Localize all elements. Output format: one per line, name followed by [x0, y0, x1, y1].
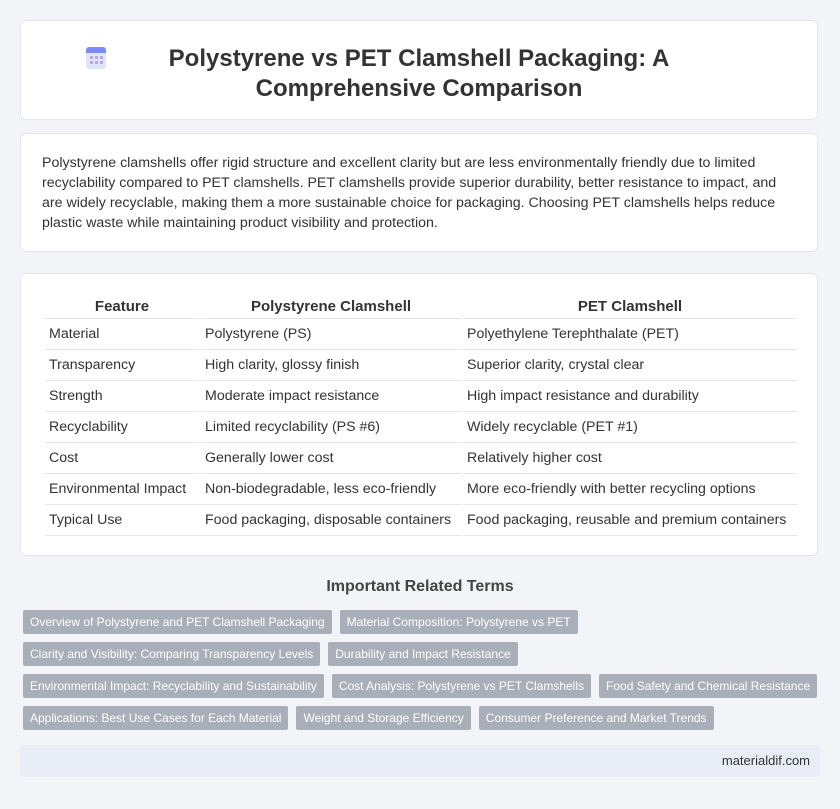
pet-cell: High impact resistance and durability — [463, 381, 797, 412]
comparison-table — [43, 296, 799, 536]
polystyrene-cell: Food packaging, disposable containers — [201, 505, 461, 536]
table-row — [45, 474, 797, 505]
feature-cell: Transparency — [45, 350, 199, 381]
related-terms-list — [23, 610, 819, 730]
summary-text: Polystyrene clamshells offer rigid structure and excellent clarity but are less environmentally friendly due to limited recyclability compared to PET clamshells. PET clamshells provide superior durability, better resistance to impact, and are widely recyclable, making them a more sustainable choice for packaging. Choosing PET clamshells helps reduce plastic waste while maintaining product visibility and protection. — [42, 155, 777, 231]
summary-card — [20, 133, 818, 252]
table-row — [45, 443, 797, 474]
related-term-tag[interactable]: Applications: Best Use Cases for Each Material — [23, 706, 288, 730]
pet-cell: Food packaging, reusable and premium containers — [463, 505, 797, 536]
table-row — [45, 350, 797, 381]
comparison-table-card — [20, 273, 818, 556]
column-header-polystyrene: Polystyrene Clamshell — [201, 296, 461, 319]
pet-cell: Widely recyclable (PET #1) — [463, 412, 797, 443]
related-term-tag[interactable]: Food Safety and Chemical Resistance — [599, 674, 817, 698]
feature-cell: Environmental Impact — [45, 474, 199, 505]
footer-site-link[interactable]: materialdif.com — [721, 753, 810, 768]
feature-cell: Recyclability — [45, 412, 199, 443]
page-title: Polystyrene vs PET Clamshell Packaging: A Comprehensive Comparison — [168, 45, 670, 102]
related-term-tag[interactable]: Overview of Polystyrene and PET Clamshell Packaging — [23, 610, 332, 634]
feature-cell: Material — [45, 319, 199, 350]
related-term-tag[interactable]: Clarity and Visibility: Comparing Transparency Levels — [23, 642, 320, 666]
table-row — [45, 381, 797, 412]
related-term-tag[interactable]: Weight and Storage Efficiency — [296, 706, 470, 730]
related-term-tag[interactable]: Consumer Preference and Market Trends — [479, 706, 714, 730]
polystyrene-cell: Moderate impact resistance — [201, 381, 461, 412]
column-header-feature: Feature — [45, 296, 199, 319]
related-term-tag[interactable]: Durability and Impact Resistance — [328, 642, 517, 666]
related-term-tag[interactable]: Environmental Impact: Recyclability and Sustainability — [23, 674, 324, 698]
related-term-tag[interactable]: Material Composition: Polystyrene vs PET — [340, 610, 578, 634]
related-term-tag[interactable]: Cost Analysis: Polystyrene vs PET Clamshells — [332, 674, 591, 698]
table-header-row — [45, 296, 797, 319]
polystyrene-cell: Generally lower cost — [201, 443, 461, 474]
table-row — [45, 412, 797, 443]
polystyrene-cell: Limited recyclability (PS #6) — [201, 412, 461, 443]
header-card — [20, 20, 818, 120]
polystyrene-cell: Non-biodegradable, less eco-friendly — [201, 474, 461, 505]
pet-cell: More eco-friendly with better recycling options — [463, 474, 797, 505]
pet-cell: Polyethylene Terephthalate (PET) — [463, 319, 797, 350]
column-header-pet: PET Clamshell — [463, 296, 797, 319]
feature-cell: Cost — [45, 443, 199, 474]
table-row — [45, 505, 797, 536]
polystyrene-cell: High clarity, glossy finish — [201, 350, 461, 381]
polystyrene-cell: Polystyrene (PS) — [201, 319, 461, 350]
table-row — [45, 319, 797, 350]
pet-cell: Superior clarity, crystal clear — [463, 350, 797, 381]
feature-cell: Strength — [45, 381, 199, 412]
footer — [20, 745, 820, 777]
feature-cell: Typical Use — [45, 505, 199, 536]
related-terms-heading: Important Related Terms — [326, 578, 514, 595]
pet-cell: Relatively higher cost — [463, 443, 797, 474]
